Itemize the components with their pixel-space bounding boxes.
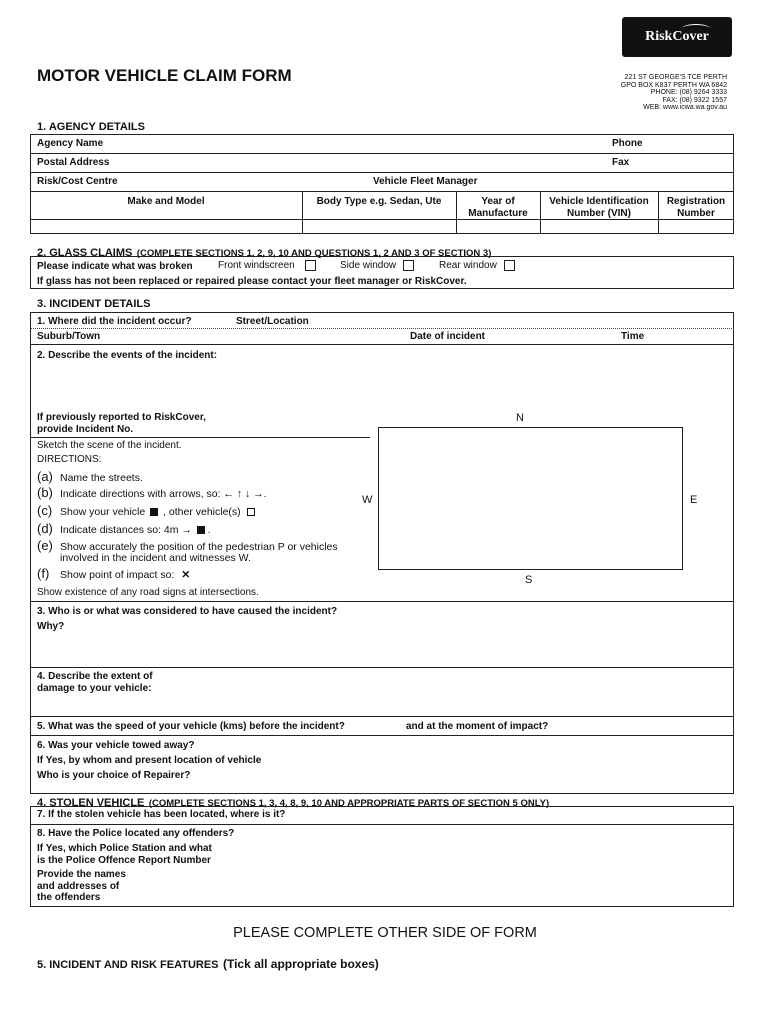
time-label: Time [621, 331, 645, 342]
divider [30, 601, 734, 602]
col-make-model: Make and Model [127, 196, 205, 207]
col-year [456, 196, 540, 220]
why-label: Why? [37, 621, 65, 632]
q8-label: 8. Have the Police located any offenders? [37, 828, 235, 839]
dir-e-text-1: Show accurately the position of the pedestrian P or vehicles [60, 541, 338, 553]
dir-f-text [60, 569, 190, 581]
complete-other-side-note: PLEASE COMPLETE OTHER SIDE OF FORM [233, 925, 537, 941]
compass-west: W [362, 494, 373, 506]
col-registration [658, 196, 734, 220]
dir-e-text-2: involved in the incident and witnesses W. [60, 552, 251, 564]
rear-window-label: Rear window [439, 260, 497, 271]
col-body-type: Body Type e.g. Sedan, Ute [316, 196, 442, 207]
dir-d-text: Indicate distances so: 4m → . [60, 524, 211, 536]
directions-label: DIRECTIONS: [37, 454, 102, 465]
logo-text: RiskCover [645, 29, 709, 44]
dir-c-letter: (c) [37, 503, 53, 518]
divider [30, 191, 734, 192]
q8b-line: is the Police Offence Report Number [37, 855, 211, 866]
q6-label: 6. Was your vehicle towed away? [37, 740, 195, 751]
indicate-label: Please indicate what was broken [37, 261, 193, 272]
q6c-label: Who is your choice of Repairer? [37, 770, 191, 781]
riskcover-logo [622, 17, 732, 57]
q8c-label [37, 869, 126, 904]
suburb-label: Suburb/Town [37, 331, 101, 342]
col-vin-line: Number (VIN) [567, 208, 631, 219]
sketch-label: Sketch the scene of the incident. [37, 440, 182, 451]
address-line: WEB: www.icwa.wa.gov.au [643, 104, 727, 112]
form-title: MOTOR VEHICLE CLAIM FORM [37, 66, 292, 85]
dir-b-text: Indicate directions with arrows, so: ← ↑ ↓ →. [60, 488, 267, 500]
address-line: 221 ST GEORGE'S TCE PERTH [624, 74, 727, 81]
dir-f-letter: (f) [37, 566, 50, 581]
dir-f-text-1: Show point of impact so: [60, 569, 175, 581]
q6b-label: If Yes, by whom and present location of vehicle [37, 755, 262, 766]
distance-vehicle-icon [197, 526, 205, 534]
col-vin-line: Vehicle Identification [549, 196, 649, 207]
phone-label: Phone [612, 138, 643, 149]
section4-heading-main: 4. STOLEN VEHICLE [37, 797, 145, 809]
divider [30, 437, 370, 438]
col-reg-line: Number [677, 208, 715, 219]
section5-heading-sub: (Tick all appropriate boxes) [222, 957, 379, 971]
impact-point-icon: ✕ [181, 569, 191, 581]
divider [30, 716, 734, 717]
divider [30, 172, 734, 173]
front-windscreen-label: Front windscreen [218, 260, 295, 271]
dir-c-text [60, 506, 255, 518]
dir-c-text-2: , other vehicle(s) [163, 506, 241, 518]
q8c-line: Provide the names [37, 869, 126, 880]
section2-heading-main: 2. GLASS CLAIMS [37, 247, 133, 259]
date-label: Date of incident [410, 331, 486, 342]
dir-d-text-1: Indicate distances so: 4m → [60, 524, 192, 536]
col-reg-line: Registration [666, 196, 726, 207]
q8c-line: the offenders [37, 892, 101, 903]
q8c-line: and addresses of [37, 880, 120, 892]
col-vin [540, 196, 658, 220]
front-windscreen-checkbox[interactable] [305, 260, 316, 271]
q7-label: 7. If the stolen vehicle has been located, where is it? [37, 809, 286, 820]
prev-report-label [37, 412, 206, 436]
rear-window-checkbox[interactable] [504, 260, 515, 271]
other-vehicle-icon [247, 508, 255, 516]
risk-cost-centre-label: Risk/Cost Centre [37, 176, 118, 187]
q1-label: 1. Where did the incident occur? [37, 316, 192, 327]
own-vehicle-icon [150, 508, 158, 516]
compass-north: N [516, 412, 524, 424]
col-year-line: Manufacture [468, 208, 528, 219]
dir-e-letter: (e) [37, 538, 53, 553]
road-signs-note: Show existence of any road signs at intersections. [37, 587, 259, 598]
divider [30, 735, 734, 736]
postal-address-label: Postal Address [37, 157, 110, 168]
q4-line: damage to your vehicle: [37, 683, 152, 694]
side-window-label: Side window [340, 260, 397, 271]
q3-label: 3. Who is or what was considered to have caused the incident? [37, 606, 338, 617]
col-year-line: Year of [481, 196, 515, 207]
street-label: Street/Location [236, 316, 309, 327]
prev-report-line: provide Incident No. [37, 424, 134, 435]
compass-east: E [690, 494, 698, 506]
compass-south: S [525, 574, 533, 586]
q5b-label: and at the moment of impact? [406, 721, 549, 732]
section4-heading-sub: (COMPLETE SECTIONS 1, 3, 4, 8, 9, 10 AND APPROPRIATE PARTS OF SECTION 5 ONLY) [148, 798, 550, 809]
section3-heading: 3. INCIDENT DETAILS [37, 298, 151, 310]
section5-heading [37, 955, 379, 973]
address-line: PHONE: (08) 9264 3333 [650, 89, 727, 97]
q8b-label [37, 843, 212, 867]
q4-label [37, 671, 153, 695]
divider [30, 667, 734, 668]
agency-name-label: Agency Name [37, 138, 104, 149]
fax-label: Fax [612, 157, 630, 168]
address-line: FAX: (08) 9322 1557 [662, 96, 727, 104]
dir-a-letter: (a) [37, 469, 53, 484]
dir-a-text: Name the streets. [60, 472, 143, 484]
fleet-manager-label: Vehicle Fleet Manager [373, 176, 478, 187]
divider [30, 344, 734, 345]
section1-heading: 1. AGENCY DETAILS [37, 121, 145, 133]
prev-report-line: If previously reported to RiskCover, [37, 412, 206, 423]
dir-c-text-1: Show your vehicle [60, 506, 146, 518]
section5-heading-main: 5. INCIDENT AND RISK FEATURES [37, 959, 219, 971]
section2-heading-sub: (COMPLETE SECTIONS 1, 2, 9, 10 AND QUESTIONS 1, 2 AND 3 OF SECTION 3) [136, 248, 492, 259]
dir-b-letter: (b) [37, 485, 53, 500]
q2-label: 2. Describe the events of the incident: [37, 350, 218, 361]
divider [30, 153, 734, 154]
q8b-line: If Yes, which Police Station and what [37, 843, 212, 854]
divider [30, 824, 734, 825]
divider [30, 328, 734, 329]
q4-line: 4. Describe the extent of [37, 671, 153, 682]
address-line: GPO BOX K837 PERTH WA 6842 [620, 81, 727, 89]
glass-note: If glass has not been replaced or repaired please contact your fleet manager or RiskCover. [37, 276, 467, 287]
sketch-area[interactable] [378, 427, 683, 570]
address-block [621, 74, 727, 112]
q5-label: 5. What was the speed of your vehicle (kms) before the incident? [37, 721, 345, 732]
side-window-checkbox[interactable] [403, 260, 414, 271]
dir-d-letter: (d) [37, 521, 53, 536]
logo-swoosh [682, 24, 710, 33]
